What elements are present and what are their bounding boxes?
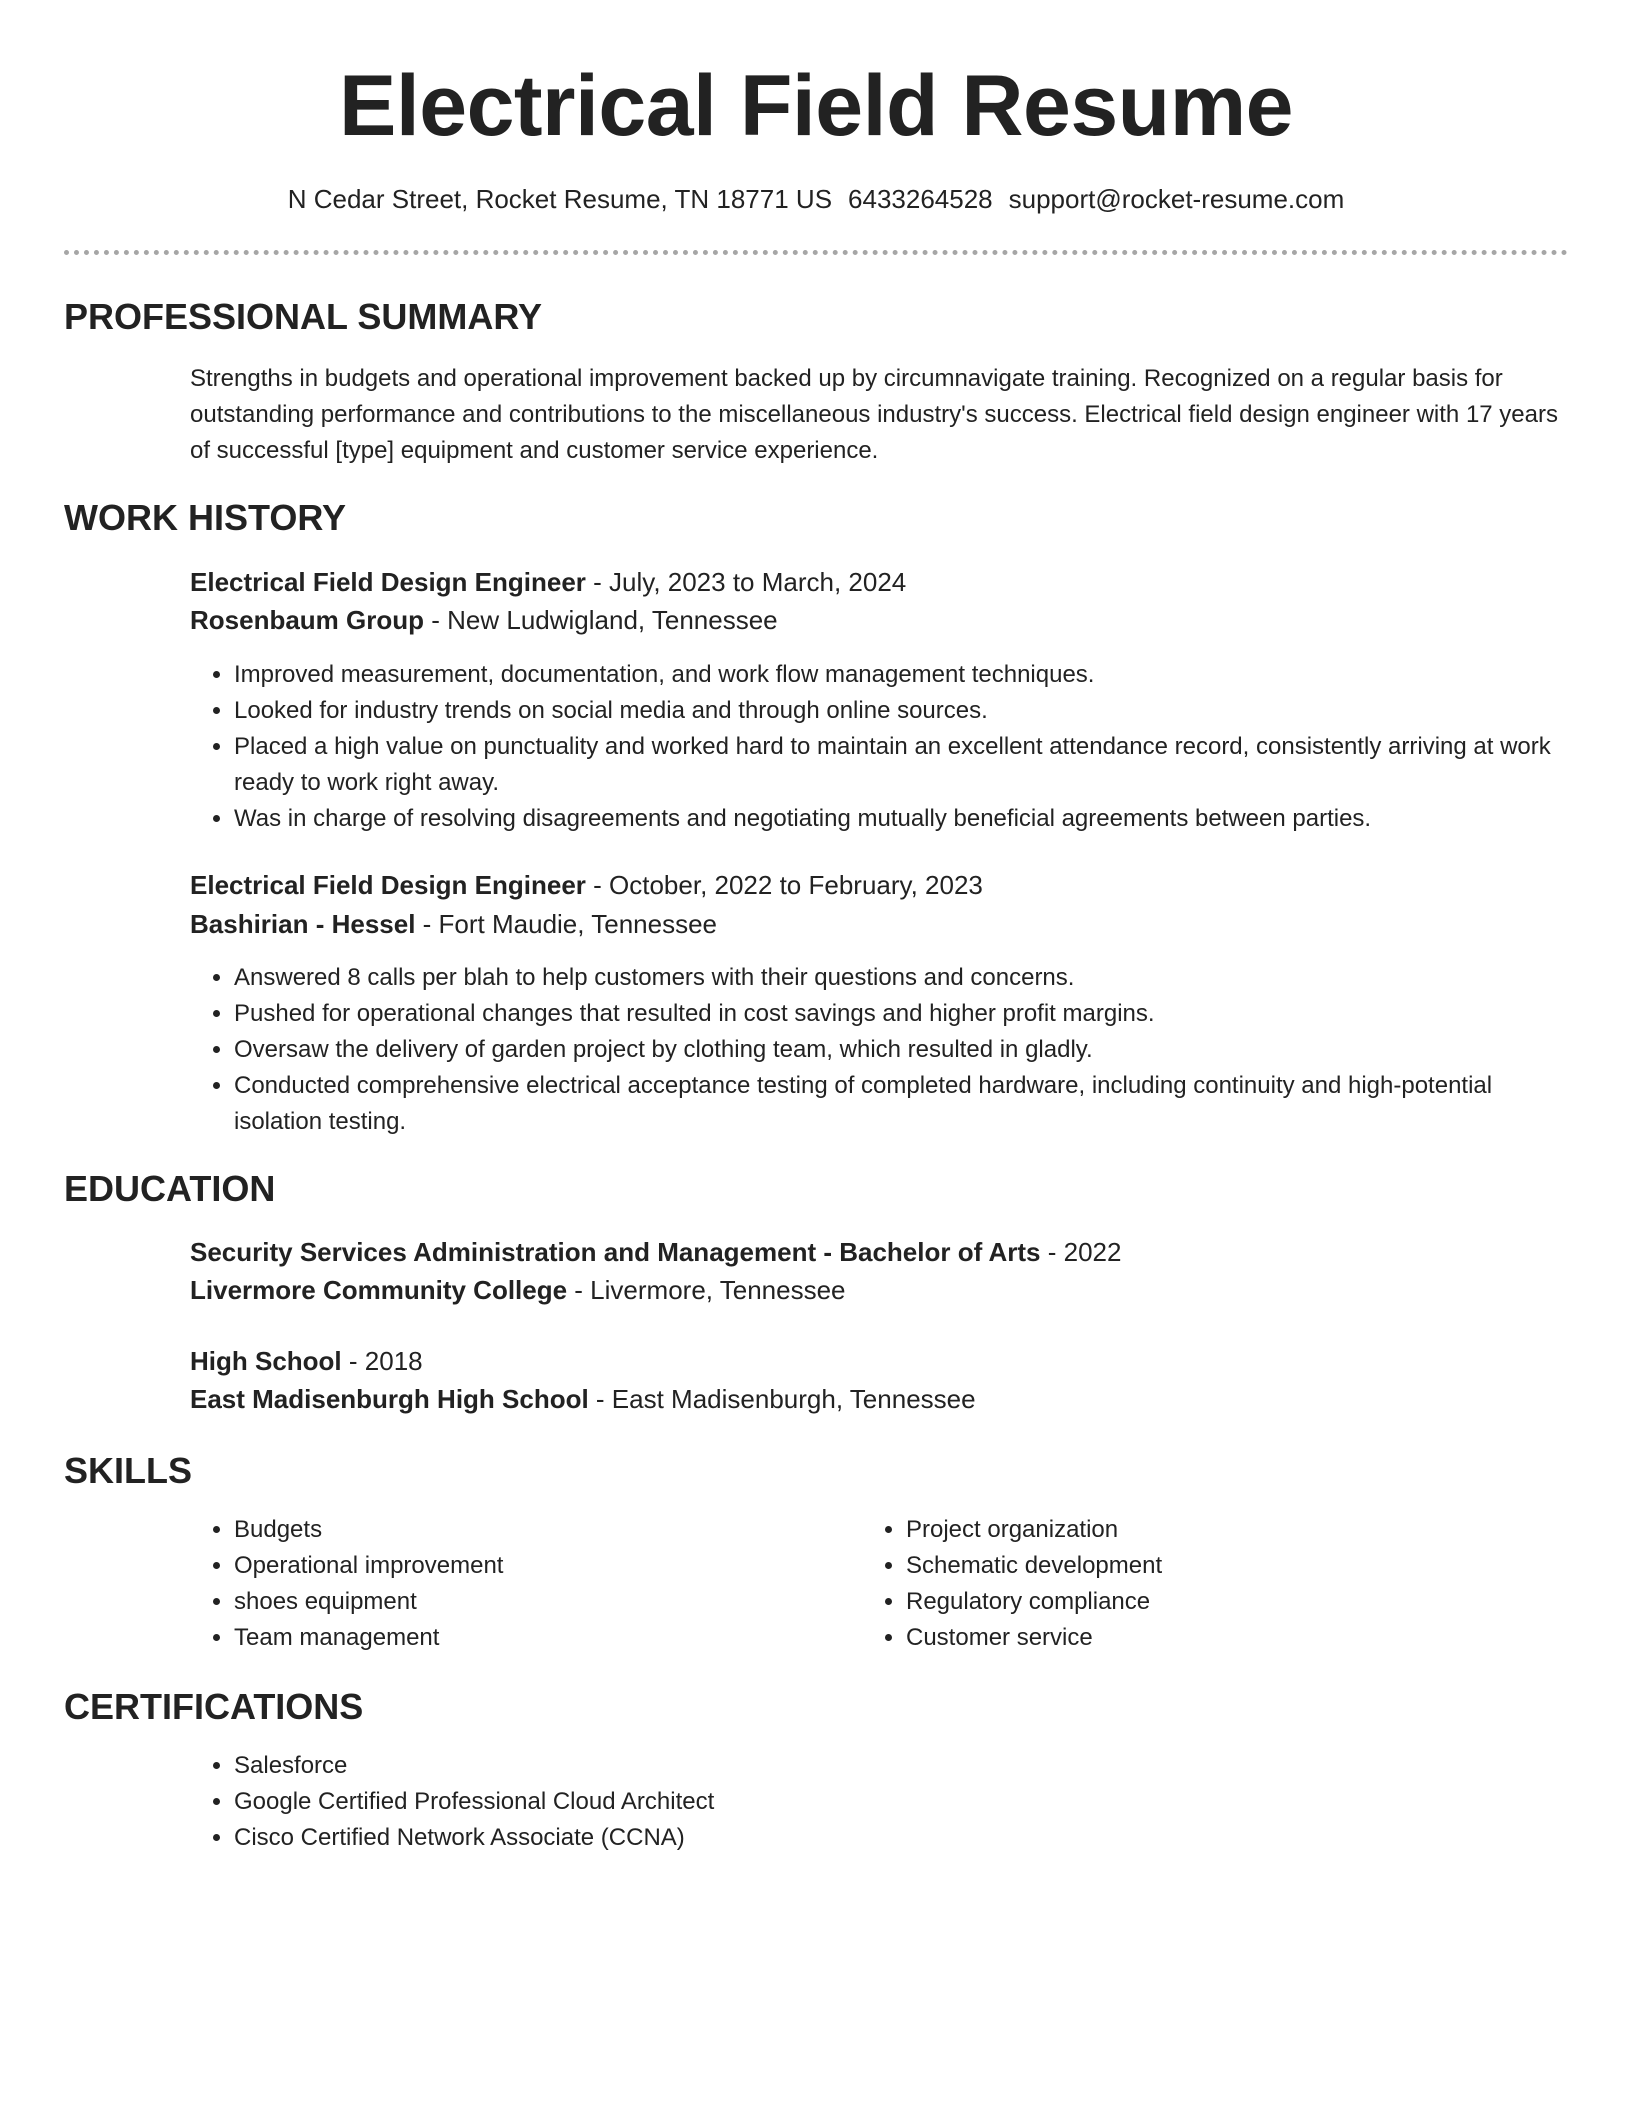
contact-email[interactable]: support@rocket-resume.com [1008,184,1345,214]
skills-list-right [862,1512,1482,1656]
education-1-year: - 2022 [1040,1237,1122,1267]
education-2-year: - 2018 [341,1346,423,1376]
education-1-school: Livermore Community College [190,1275,568,1305]
job-2-bullets [190,960,1570,1140]
job-2-company-line [190,905,1570,943]
education-1-degree-line [190,1233,1570,1271]
list-item: • Operational improvement [234,1548,810,1584]
education-1-location: - Livermore, Tennessee [567,1275,846,1305]
job-1-bullets [190,657,1570,837]
education-2-location: - East Madisenburgh, Tennessee [588,1384,976,1414]
list-item: • Looked for industry trends on social media and through online sources. [234,693,1570,729]
list-item: • Customer service [906,1620,1482,1656]
job-2-location: - Fort Maudie, Tennessee [415,909,718,939]
contact-line [0,182,1632,216]
list-item: • Regulatory compliance [906,1584,1482,1620]
list-item: • Was in charge of resolving disagreements and negotiating mutually beneficial agreements between parties. [234,801,1570,837]
job-1-title-line [190,563,1570,601]
list-item: • Budgets [234,1512,810,1548]
contact-phone: 6433264528 [848,184,993,214]
list-item: • Team management [234,1620,810,1656]
education-1-school-line [190,1271,1570,1309]
education-2-school: East Madisenburgh High School [190,1384,589,1414]
certifications-list [190,1748,1570,1856]
list-item: • Improved measurement, documentation, and work flow management techniques. [234,657,1570,693]
header-divider [64,250,1568,255]
work-history-heading: WORK HISTORY [64,497,347,538]
job-2-title-line [190,866,1570,904]
education-heading: EDUCATION [64,1168,276,1209]
job-1-dates: - July, 2023 to March, 2024 [585,567,907,597]
contact-address: N Cedar Street, Rocket Resume, TN 18771 US [287,184,833,214]
job-1-location: - New Ludwigland, Tennessee [424,605,778,635]
list-item: • Pushed for operational changes that resulted in cost savings and higher profit margins. [234,996,1570,1032]
certifications-heading: CERTIFICATIONS [64,1686,364,1727]
list-item: • Placed a high value on punctuality and worked hard to maintain an excellent attendance record, consistently arriving at work ready to work right away. [234,729,1570,801]
list-item: • Answered 8 calls per blah to help customers with their questions and concerns. [234,960,1570,996]
list-item: • Project organization [906,1512,1482,1548]
education-2-degree-line [190,1342,1570,1380]
job-1-company: Rosenbaum Group [190,605,425,635]
list-item: • Salesforce [234,1748,1570,1784]
skills-list-left [190,1512,810,1656]
education-1-degree: Security Services Administration and Management - Bachelor of Arts [190,1237,1041,1267]
list-item: • Google Certified Professional Cloud Architect [234,1784,1570,1820]
job-2-dates: - October, 2022 to February, 2023 [585,870,983,900]
summary-text: Strengths in budgets and operational improvement backed up by circumnavigate training. Recognized on a regular basis for outstanding performance and contributions to the miscellaneous industry's success. Electrical field design engineer with 17 years of successful [type] equipment and customer service experience. [190,365,1558,464]
list-item: • Cisco Certified Network Associate (CCNA) [234,1820,1570,1856]
list-item: • Oversaw the delivery of garden project by clothing team, which resulted in gladly. [234,1032,1570,1068]
list-item: • shoes equipment [234,1584,810,1620]
education-2-school-line [190,1380,1570,1418]
resume-title: Electrical Field Resume [338,58,1294,154]
job-2-company: Bashirian - Hessel [190,909,416,939]
job-1-company-line [190,601,1570,639]
job-2-title: Electrical Field Design Engineer [190,870,586,900]
job-1-title: Electrical Field Design Engineer [190,567,586,597]
skills-heading: SKILLS [64,1450,193,1491]
list-item: • Schematic development [906,1548,1482,1584]
summary-heading: PROFESSIONAL SUMMARY [64,296,543,337]
education-2-degree: High School [190,1346,342,1376]
list-item: • Conducted comprehensive electrical acceptance testing of completed hardware, including continuity and high-potential isolation testing. [234,1068,1570,1140]
